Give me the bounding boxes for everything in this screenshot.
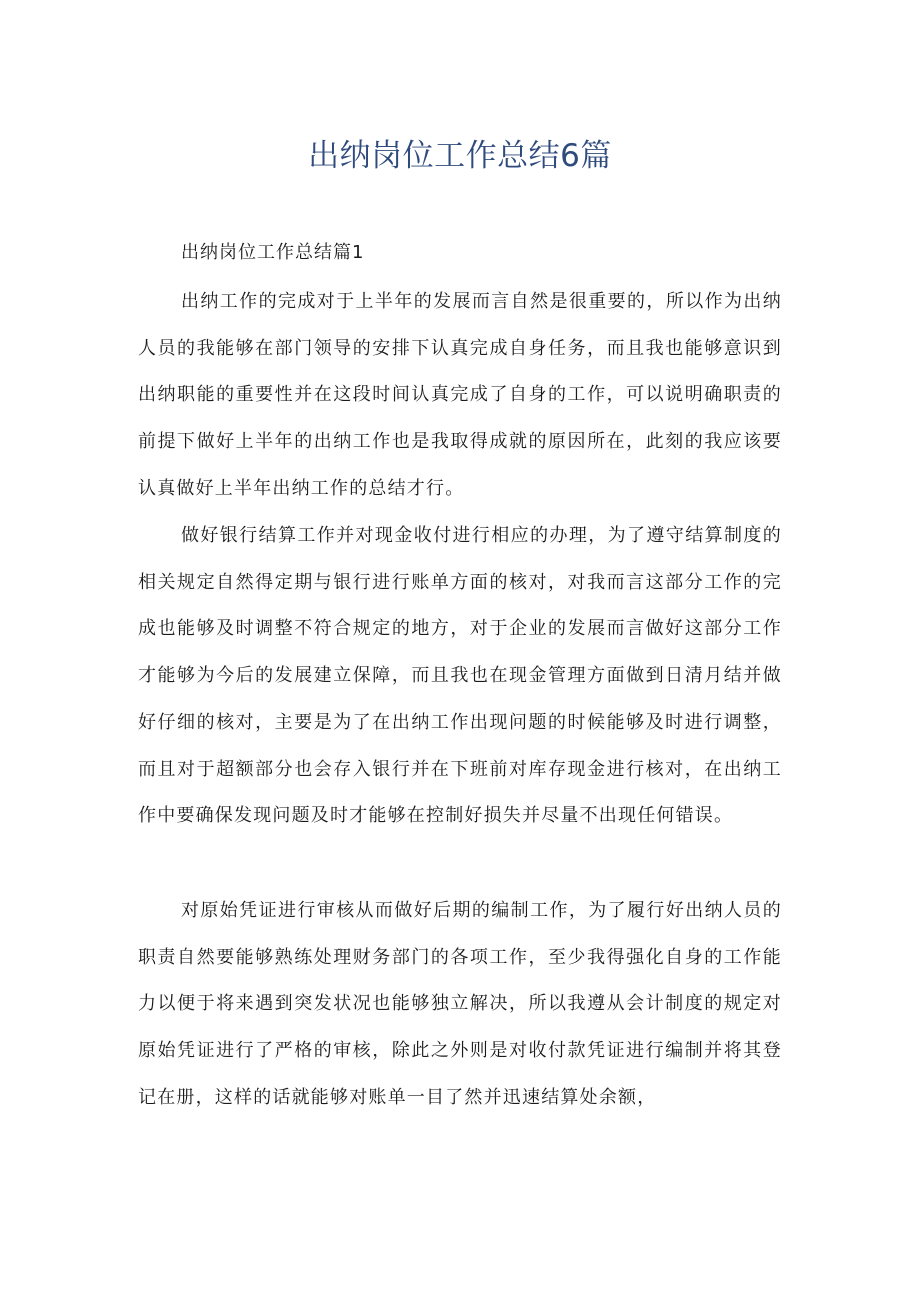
section-heading: 出纳岗位工作总结篇1	[181, 242, 365, 263]
paragraph-3: 对原始凭证进行审核从而做好后期的编制工作，为了履行好出纳人员的职责自然要能够熟练处理财务部门的各项工作，至少我得强化自身的工作能力以便于将来遇到突发状况也能够独立解决，所以我遵从会计制度的规定对原始凭证进行了严格的审核，除此之外则是对收付款凭证进行编制并将其登记在册，这样的话就能够对账单一目了然并迅速结算处余额，	[138, 900, 782, 1108]
paragraph-2: 做好银行结算工作并对现金收付进行相应的办理，为了遵守结算制度的相关规定自然得定期与银行进行账单方面的核对，对我而言这部分工作的完成也能够及时调整不符合规定的地方，对于企业的发展而言做好这部分工作才能够为今后的发展建立保障，而且我也在现金管理方面做到日清月结并做好仔细的核对，主要是为了在出纳工作出现问题的时候能够及时进行调整，而且对于超额部分也会存入银行并在下班前对库存现金进行核对，在出纳工作中要确保发现问题及时才能够在控制好损失并尽量不出现任何错误。	[138, 525, 782, 827]
paragraph-1: 出纳工作的完成对于上半年的发展而言自然是很重要的，所以作为出纳人员的我能够在部门领导的安排下认真完成自身任务，而且我也能够意识到出纳职能的重要性并在这段时间认真完成了自身的工作，可以说明确职责的前提下做好上半年的出纳工作也是我取得成就的原因所在，此刻的我应该要认真做好上半年出纳工作的总结才行。	[138, 291, 782, 499]
document-title: 出纳岗位工作总结6篇	[308, 138, 612, 174]
